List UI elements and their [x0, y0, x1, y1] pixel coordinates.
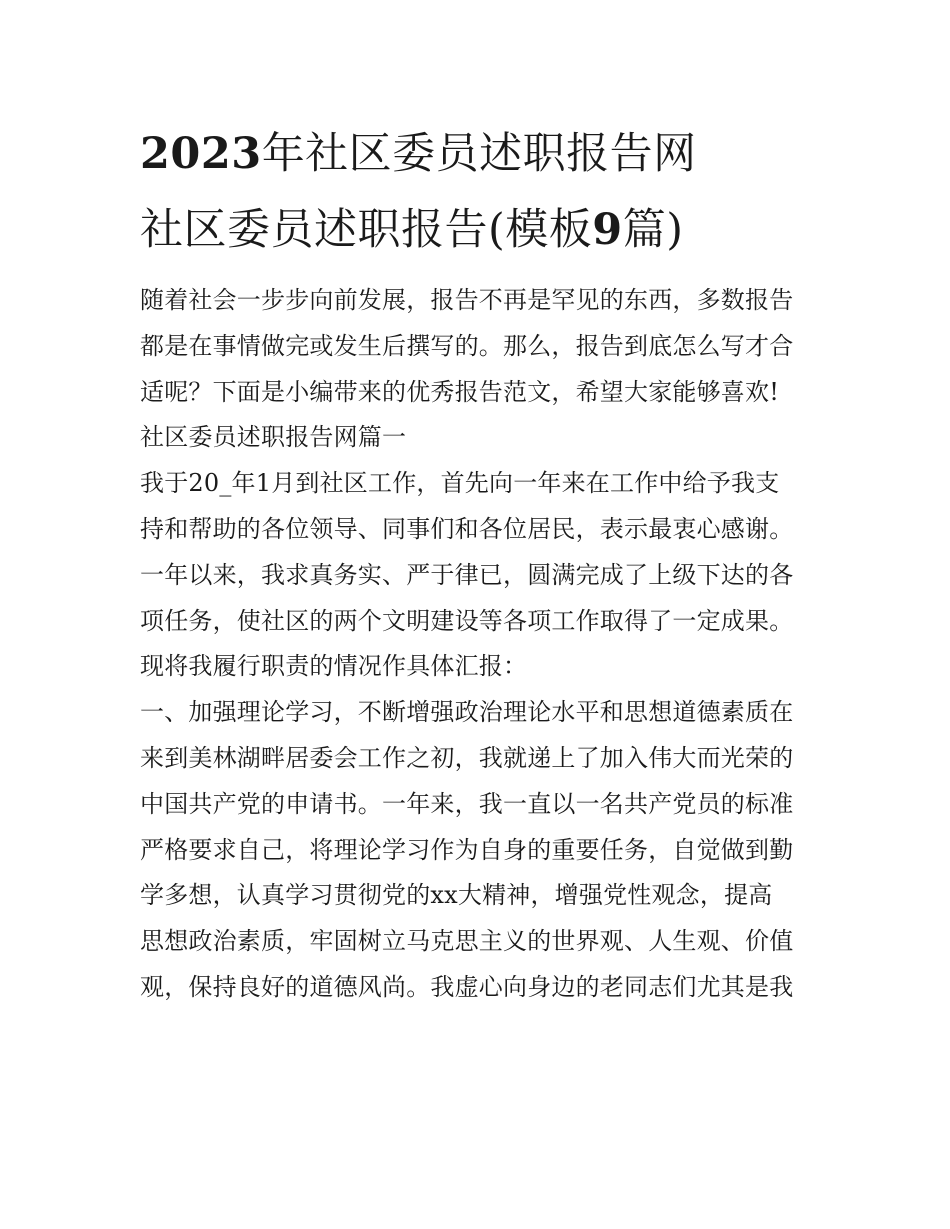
section-heading: 社区委员述职报告网篇一: [140, 423, 407, 452]
body-line: 适呢？下面是小编带来的优秀报告范文，希望大家能够喜欢!: [140, 377, 780, 406]
body-line: 中国共产党的申请书。一年来，我一直以一名共产党员的标准: [140, 789, 794, 818]
title-line2-text: 社区委员述职报告(模板: [140, 205, 593, 255]
title-line1-text: 年社区委员述职报告网: [261, 129, 697, 179]
body-line: 思想政治素质，牢固树立马克思主义的世界观、人生观、价值: [140, 927, 794, 956]
title-count: 9: [592, 205, 623, 255]
body-line: 都是在事情做完或发生后撰写的。那么，报告到底怎么写才合: [140, 331, 794, 360]
body-line: 持和帮助的各位领导、同事们和各位居民，表示最衷心感谢。: [140, 514, 794, 543]
body-line: 我于20_年1月到社区工作，首先向一年来在工作中给予我支: [140, 469, 780, 498]
title-line2-end: 篇): [622, 205, 684, 255]
body-line: 项任务，使社区的两个文明建设等各项工作取得了一定成果。: [140, 606, 794, 635]
body-line: 严格要求自己，将理论学习作为自身的重要任务，自觉做到勤: [140, 835, 794, 864]
document-title: [140, 116, 840, 268]
body-line: 随着社会一步步向前发展，报告不再是罕见的东西，多数报告: [140, 286, 794, 314]
document-body: [140, 278, 820, 1011]
title-year: 2023: [140, 129, 262, 179]
body-line: 现将我履行职责的情况作具体汇报：: [140, 652, 528, 681]
body-line: 一年以来，我求真务实、严于律已，圆满完成了上级下达的各: [140, 560, 794, 589]
body-line: 一、加强理论学习，不断增强政治理论水平和思想道德素质在: [140, 698, 794, 727]
body-line: 观，保持良好的道德风尚。我虚心向身边的老同志们尤其是我: [140, 972, 794, 1001]
body-line: 学多想，认真学习贯彻党的xx大精神，增强党性观念，提高: [140, 881, 773, 910]
body-line: 来到美林湖畔居委会工作之初，我就递上了加入伟大而光荣的: [140, 743, 794, 772]
